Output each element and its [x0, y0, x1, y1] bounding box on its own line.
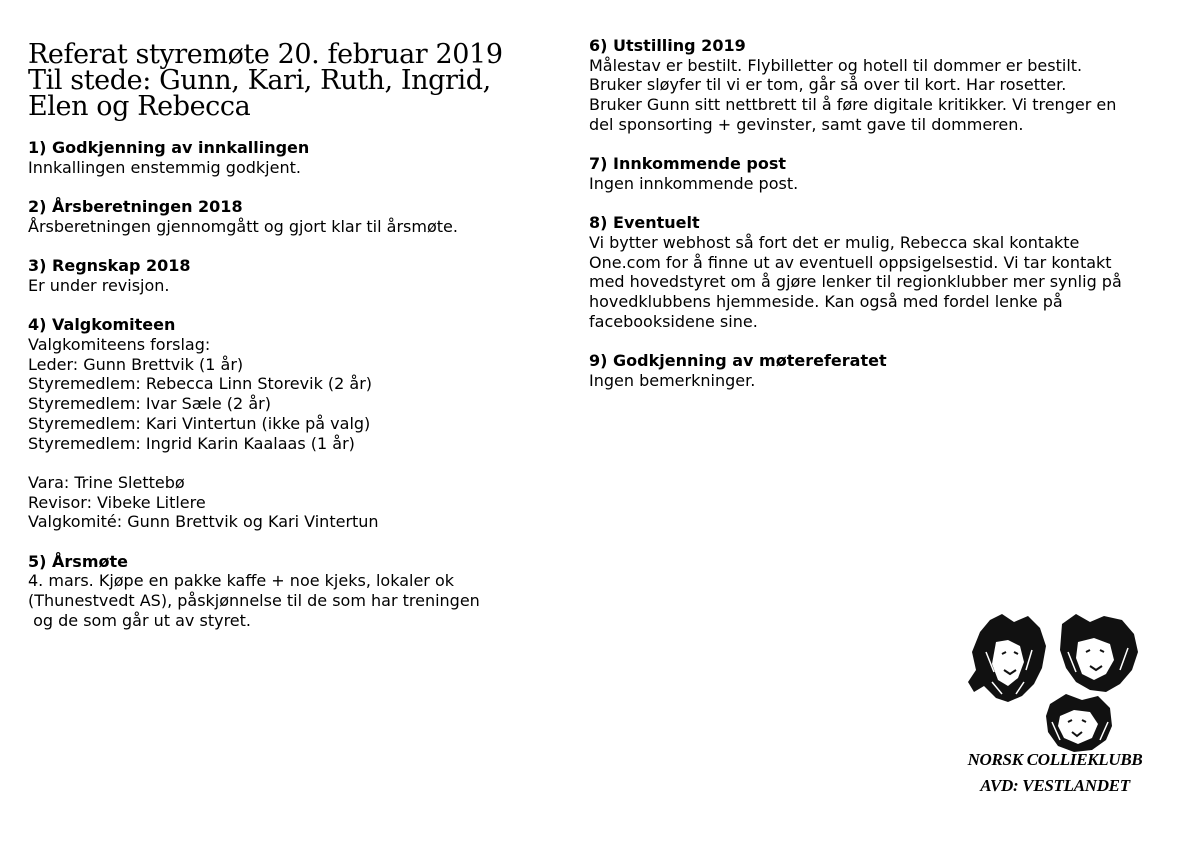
section-text: Revisor: Vibeke Litlere: [28, 492, 206, 512]
right-column: [589, 36, 1169, 410]
section-text: Årsberetningen gjennomgått og gjort klar til årsmøte.: [28, 216, 458, 236]
section-text: Leder: Gunn Brettvik (1 år): [28, 354, 244, 374]
section-7: [589, 154, 1169, 193]
title-line-3: Elen og Rebecca: [28, 91, 251, 122]
section-text: Valgkomiteens forslag:: [28, 334, 211, 354]
section-heading: 8) Eventuelt: [589, 213, 700, 233]
section-text: Ingen bemerkninger.: [589, 370, 756, 390]
section-text: facebooksidene sine.: [589, 311, 758, 331]
section-text: Bruker sløyfer til vi er tom, går så over til kort. Har rosetter.: [589, 75, 1067, 95]
section-text: Styremedlem: Kari Vintertun (ikke på valg): [28, 413, 371, 433]
section-text: Styremedlem: Rebecca Linn Storevik (2 år): [28, 374, 373, 394]
section-text: Vara: Trine Slettebø: [28, 472, 185, 492]
section-heading: 2) Årsberetningen 2018: [28, 197, 243, 217]
section-2: [28, 197, 568, 236]
section-text: med hovedstyret om å gjøre lenker til regionklubber mer synlig på: [589, 272, 1122, 292]
section-9: [589, 351, 1169, 390]
logo-club-name: NORSK COLLIEKLUBB: [967, 750, 1143, 769]
logo-club-division: AVD: VESTLANDET: [980, 776, 1130, 795]
section-text: Bruker Gunn sitt nettbrett til å føre digitale kritikker. Vi trenger en: [589, 95, 1117, 115]
collie-logo-icon: [962, 612, 1146, 802]
section-heading: 1) Godkjenning av innkallingen: [28, 138, 310, 157]
section-heading: 5) Årsmøte: [28, 551, 128, 571]
title-line-1: Referat styremøte 20. februar 2019: [28, 39, 503, 70]
section-text: Styremedlem: Ingrid Karin Kaalaas (1 år): [28, 433, 355, 453]
section-text: Er under revisjon.: [28, 275, 170, 295]
section-text: (Thunestvedt AS), påskjønnelse til de som har treningen: [28, 591, 480, 611]
section-1: [28, 138, 568, 177]
section-6: [589, 36, 1169, 135]
section-text: Styremedlem: Ivar Sæle (2 år): [28, 394, 271, 414]
section-heading: 9) Godkjenning av møtereferatet: [589, 351, 887, 371]
section-5: [28, 552, 568, 631]
section-heading: 7) Innkommende post: [589, 154, 787, 174]
section-text: Vi bytter webhost så fort det er mulig, Rebecca skal kontakte: [589, 233, 1080, 252]
section-8: [589, 213, 1169, 331]
section-text: hovedklubbens hjemmeside. Kan også med fordel lenke på: [589, 292, 1063, 312]
section-text: Valgkomité: Gunn Brettvik og Kari Vintertun: [28, 512, 379, 532]
section-text: del sponsorting + gevinster, samt gave til dommeren.: [589, 114, 1024, 134]
section-text: 4. mars. Kjøpe en pakke kaffe + noe kjeks, lokaler ok: [28, 571, 455, 591]
collie-head-right-icon: [1060, 614, 1138, 692]
title-line-2: Til stede: Gunn, Kari, Ruth, Ingrid,: [28, 65, 491, 96]
collie-head-bottom-icon: [1046, 694, 1112, 752]
section-text: Målestav er bestilt. Flybilletter og hotell til dommer er bestilt.: [589, 55, 1083, 75]
blank-line: [28, 453, 568, 473]
section-text: One.com for å finne ut av eventuell oppsigelsestid. Vi tar kontakt: [589, 252, 1112, 272]
left-column: [28, 39, 568, 650]
section-3: [28, 256, 568, 295]
page-title: [28, 39, 568, 122]
section-4: [28, 315, 568, 532]
section-text: Innkallingen enstemmig godkjent.: [28, 157, 301, 177]
section-heading: 3) Regnskap 2018: [28, 256, 191, 276]
section-heading: 6) Utstilling 2019: [589, 36, 746, 55]
section-text: Ingen innkommende post.: [589, 173, 799, 193]
collie-head-left-icon: [968, 614, 1046, 702]
section-heading: 4) Valgkomiteen: [28, 315, 176, 335]
section-text: og de som går ut av styret.: [28, 610, 251, 630]
